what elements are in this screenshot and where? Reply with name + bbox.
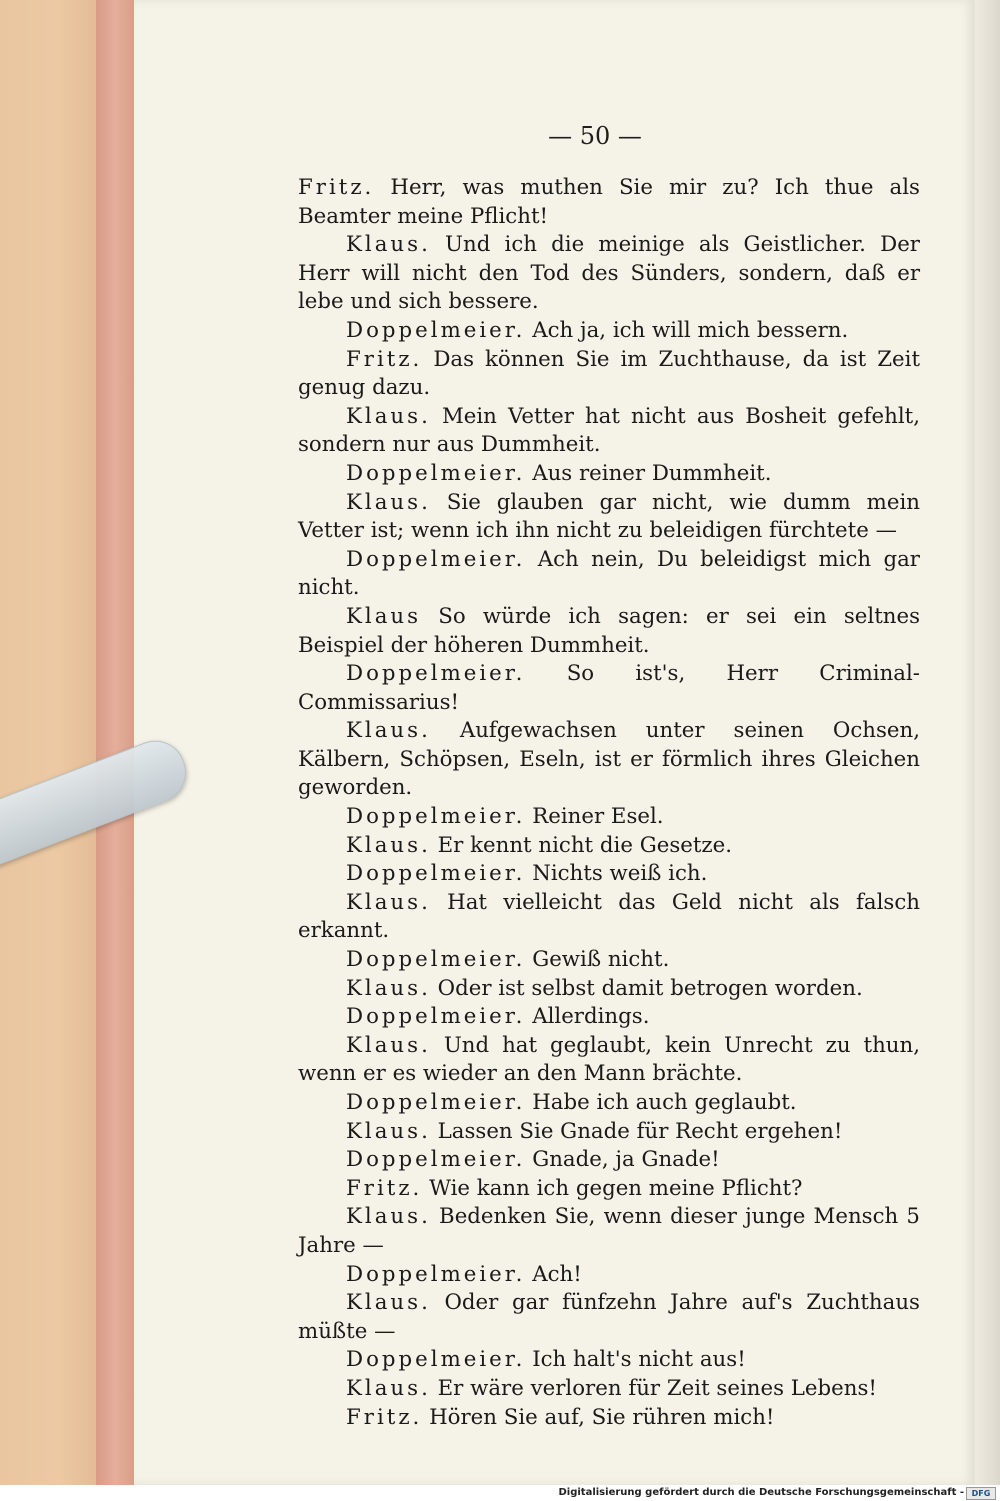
speaker-name: Klaus. [346, 889, 431, 915]
dialogue-paragraph [298, 946, 920, 975]
speaker-name: Klaus. [346, 1290, 431, 1316]
dialogue-paragraph [298, 546, 920, 603]
dialogue-line: Und hat geglaubt, kein Unrecht zu thun, wenn er es wieder an den Mann brächte. [298, 1032, 920, 1087]
dialogue-paragraph [298, 403, 920, 460]
speaker-name: Doppelmeier. [346, 1004, 526, 1030]
speaker-name: Klaus. [346, 832, 431, 858]
speaker-name: Klaus. [346, 1032, 431, 1058]
speaker-name: Fritz. [346, 346, 423, 372]
dialogue-line: Ach nein, Du beleidigst mich gar nicht. [298, 546, 920, 601]
dialogue-line: Herr, was muthen Sie mir zu? Ich thue als Beamter meine Pflicht! [298, 175, 920, 229]
speaker-name: Doppelmeier. [346, 317, 526, 343]
dialogue-paragraph [298, 1089, 920, 1118]
speaker-name: Doppelmeier. [346, 1147, 526, 1173]
dialogue-paragraph [298, 1175, 920, 1204]
speaker-name: Doppelmeier. [346, 661, 526, 687]
dialogue-paragraph [298, 803, 920, 832]
page-number: — 50 — [548, 122, 642, 150]
dialogue-line: So würde ich sagen: er sei ein seltnes Beispiel der höheren Dummheit. [298, 603, 921, 658]
dfg-logo: DFG [966, 1487, 996, 1500]
dialogue-line: Er kennt nicht die Gesetze. [437, 832, 733, 858]
dialogue-line: Ach ja, ich will mich bessern. [532, 317, 849, 343]
speaker-name: Klaus. [346, 718, 431, 744]
dialogue-paragraph [298, 317, 920, 346]
dialogue-line: Bedenken Sie, wenn dieser junge Mensch 5 Jahre — [298, 1204, 920, 1258]
speaker-name: Doppelmeier. [346, 460, 526, 486]
dialogue-line: Reiner Esel. [532, 804, 664, 830]
dialogue-text-block [298, 174, 920, 1432]
speaker-name: Doppelmeier. [346, 861, 526, 887]
speaker-name: Doppelmeier. [346, 546, 526, 572]
page-right-edge [975, 0, 1000, 1485]
dialogue-line: Habe ich auch geglaubt. [532, 1090, 797, 1115]
dialogue-paragraph [298, 1404, 920, 1433]
speaker-name: Klaus. [346, 1204, 431, 1230]
dialogue-line: Das können Sie im Zuchthause, da ist Zeit genug dazu. [298, 346, 920, 401]
speaker-name: Klaus. [346, 403, 431, 429]
dialogue-line: Aufgewachsen unter seinen Ochsen, Kälbern, Schöpsen, Eseln, ist er förmlich ihres Gleichen geworden. [298, 718, 920, 801]
dialogue-paragraph [298, 832, 920, 861]
dialogue-line: Und ich die meinige als Geistlicher. Der Herr will nicht den Tod des Sünders, sondern, daß er lebe und sich bessere. [298, 232, 920, 315]
speaker-name: Fritz. [346, 1175, 423, 1201]
dialogue-line: Sie glauben gar nicht, wie dumm mein Vetter ist; wenn ich ihn nicht zu beleidigen fürchtete — [298, 489, 920, 544]
dialogue-paragraph [298, 460, 920, 489]
speaker-name: Doppelmeier. [346, 1261, 526, 1287]
dialogue-paragraph [298, 660, 920, 717]
dialogue-paragraph [298, 1146, 920, 1175]
speaker-name: Fritz. [346, 1404, 423, 1430]
dialogue-line: Hat vielleicht das Geld nicht als falsch erkannt. [298, 889, 920, 944]
speaker-name: Fritz. [298, 175, 375, 200]
dialogue-line: Ach! [532, 1261, 582, 1287]
dialogue-line: Wie kann ich gegen meine Pflicht? [429, 1175, 803, 1201]
dialogue-paragraph [298, 231, 920, 317]
dialogue-paragraph [298, 975, 920, 1004]
speaker-name: Klaus. [346, 489, 431, 515]
speaker-name: Doppelmeier. [346, 1347, 526, 1373]
dialogue-line: Hören Sie auf, Sie rühren mich! [429, 1404, 775, 1430]
dialogue-paragraph [298, 489, 920, 546]
dialogue-paragraph [298, 1118, 920, 1147]
dialogue-paragraph [298, 1032, 920, 1089]
dialogue-paragraph [298, 346, 920, 403]
dialogue-paragraph [298, 860, 920, 889]
speaker-name: Doppelmeier. [346, 1090, 526, 1115]
dialogue-line: Nichts weiß ich. [532, 861, 708, 887]
dialogue-paragraph [298, 1346, 920, 1375]
dialogue-line: Lassen Sie Gnade für Recht ergehen! [437, 1118, 843, 1144]
dialogue-line: Ich halt's nicht aus! [532, 1347, 746, 1373]
dialogue-line: Aus reiner Dummheit. [532, 460, 772, 486]
dialogue-line: Gnade, ja Gnade! [532, 1147, 720, 1173]
dialogue-line: Gewiß nicht. [532, 947, 670, 973]
speaker-name: Doppelmeier. [346, 804, 526, 830]
speaker-name: Doppelmeier. [346, 947, 526, 973]
dialogue-line: Oder gar fünfzehn Jahre auf's Zuchthaus müßte — [298, 1290, 920, 1344]
speaker-name: Klaus. [346, 975, 431, 1001]
dialogue-paragraph [298, 1289, 920, 1346]
speaker-name: Klaus. [346, 1375, 431, 1401]
dialogue-line: Er wäre verloren für Zeit seines Lebens! [437, 1375, 877, 1401]
dialogue-line: Oder ist selbst damit betrogen worden. [437, 975, 863, 1001]
dialogue-paragraph [298, 1261, 920, 1290]
speaker-name: Klaus. [346, 232, 431, 258]
dialogue-line: Mein Vetter hat nicht aus Bosheit gefehlt, sondern nur aus Dummheit. [298, 403, 920, 458]
dialogue-paragraph [298, 1375, 920, 1404]
dialogue-line: So ist's, Herr Criminal-Commissarius! [298, 661, 920, 715]
dialogue-paragraph [298, 174, 920, 231]
dialogue-paragraph [298, 603, 920, 660]
digitization-credit: Digitalisierung gefördert durch die Deutsche Forschungsgemeinschaft - [558, 1487, 964, 1498]
dialogue-paragraph [298, 717, 920, 803]
dialogue-paragraph [298, 1003, 920, 1032]
speaker-name: Klaus [346, 603, 422, 629]
book-edge-left [0, 0, 96, 1501]
dialogue-paragraph [298, 889, 920, 946]
speaker-name: Klaus. [346, 1118, 431, 1144]
dialogue-paragraph [298, 1203, 920, 1260]
dialogue-line: Allerdings. [532, 1004, 650, 1030]
